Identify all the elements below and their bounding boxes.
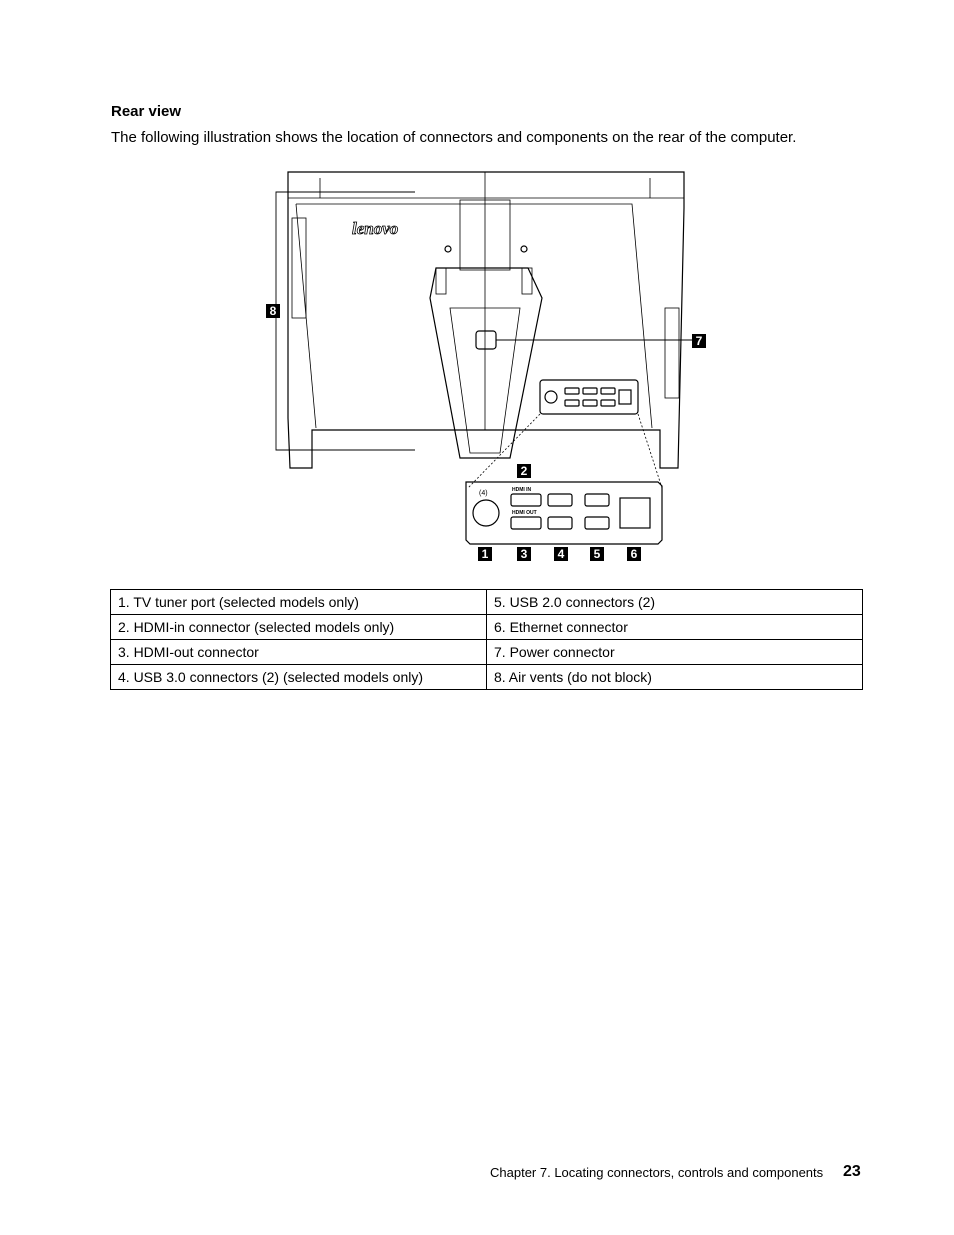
usb2-port-bottom (585, 517, 609, 529)
tv-tuner-port (473, 500, 499, 526)
svg-text:6: 6 (630, 547, 638, 561)
usb3-port-top (548, 494, 572, 506)
rear-view-svg (260, 168, 710, 568)
table-row (111, 615, 863, 640)
legend-cell: 2. HDMI-in connector (selected models only) (111, 615, 487, 640)
vent-left (292, 218, 306, 318)
callout-6 (627, 547, 641, 561)
legend-cell: 7. Power connector (487, 640, 863, 665)
ethernet-port (620, 498, 650, 528)
callout-2 (517, 464, 531, 478)
usb3-port-bottom (548, 517, 572, 529)
rear-view-illustration (260, 168, 710, 568)
hdmi-out-port (511, 517, 541, 529)
table-row (111, 665, 863, 690)
zoom-port-panel (466, 482, 662, 544)
footer-chapter: Chapter 7. Locating connectors, controls and components (490, 1165, 824, 1180)
hdmi-in-port (511, 494, 541, 506)
vent-right (665, 308, 679, 398)
monitor-outline (288, 172, 684, 468)
power-connector (476, 331, 496, 349)
callout-5 (590, 547, 604, 561)
callout-7 (692, 334, 706, 348)
legend-table (110, 589, 863, 690)
legend-cell: 8. Air vents (do not block) (487, 665, 863, 690)
svg-text:2: 2 (520, 464, 528, 478)
svg-text:5: 5 (593, 547, 601, 561)
legend-cell: 6. Ethernet connector (487, 615, 863, 640)
table-row (111, 590, 863, 615)
svg-text:4: 4 (557, 547, 565, 561)
usb2-port-top (585, 494, 609, 506)
section-heading: Rear view (111, 103, 182, 120)
hdmi-in-label: HDMI IN (512, 487, 532, 493)
callout-8 (266, 304, 280, 318)
svg-text:1: 1 (481, 547, 489, 561)
svg-text:7: 7 (695, 334, 703, 348)
svg-text:3: 3 (520, 547, 528, 561)
page-number: 23 (843, 1163, 861, 1180)
rear-port-panel (540, 380, 638, 414)
lenovo-logo: lenovo (352, 219, 399, 238)
legend-cell: 4. USB 3.0 connectors (2) (selected models only) (111, 665, 487, 690)
svg-text:8: 8 (269, 304, 277, 318)
callout-1 (478, 547, 492, 561)
hdmi-out-label: HDMI OUT (512, 510, 537, 516)
legend-cell: 1. TV tuner port (selected models only) (111, 590, 487, 615)
callout-4 (554, 547, 568, 561)
table-row (111, 640, 863, 665)
legend-cell: 3. HDMI-out connector (111, 640, 487, 665)
legend-cell: 5. USB 2.0 connectors (2) (487, 590, 863, 615)
callout-3 (517, 547, 531, 561)
tv-port-label: (4) (479, 490, 488, 497)
intro-paragraph: The following illustration shows the location of connectors and components on the rear of the computer. (111, 129, 797, 146)
